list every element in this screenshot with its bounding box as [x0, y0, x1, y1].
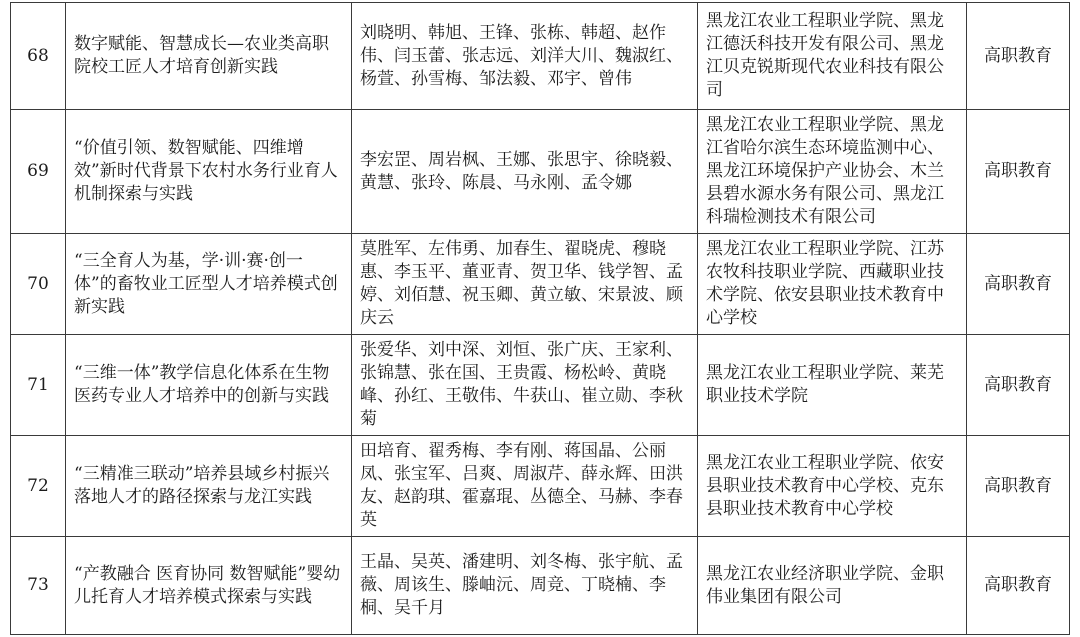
table-row [11, 335, 1070, 436]
organizations: 黑龙江农业工程职业学院、莱芜职业技术学院 [698, 335, 967, 436]
row-number: 73 [11, 537, 66, 635]
category: 高职教育 [967, 537, 1070, 635]
team-members: 张爱华、刘中深、刘恒、张广庆、王家利、张锦慧、张在国、王贵霞、杨松岭、黄晓峰、孙红、王敬伟、牛获山、崔立勋、李秋菊 [352, 335, 698, 436]
project-title: “价值引领、数智赋能、四维增效”新时代背景下农村水务行业育人机制探索与实践 [66, 110, 352, 234]
awards-table [10, 2, 1070, 635]
row-number: 70 [11, 234, 66, 335]
table-row [11, 234, 1070, 335]
team-members: 刘晓明、韩旭、王锋、张栋、韩超、赵作伟、闫玉蕾、张志远、刘洋大川、魏淑红、杨萱、孙雪梅、邹法毅、邓宇、曾伟 [352, 3, 698, 110]
project-title: “三全育人为基，学·训·赛·创一体”的畜牧业工匠型人才培养模式创新实践 [66, 234, 352, 335]
category: 高职教育 [967, 3, 1070, 110]
organizations: 黑龙江农业工程职业学院、依安县职业技术教育中心学校、克东县职业技术教育中心学校 [698, 436, 967, 537]
table-row [11, 110, 1070, 234]
row-number: 72 [11, 436, 66, 537]
category: 高职教育 [967, 110, 1070, 234]
organizations: 黑龙江农业工程职业学院、黑龙江德沃科技开发有限公司、黑龙江贝克锐斯现代农业科技有限公司 [698, 3, 967, 110]
organizations: 黑龙江农业工程职业学院、黑龙江省哈尔滨生态环境监测中心、黑龙江环境保护产业协会、木兰县碧水源水务有限公司、黑龙江科瑞检测技术有限公司 [698, 110, 967, 234]
project-title: “三维一体”教学信息化体系在生物医药专业人才培养中的创新与实践 [66, 335, 352, 436]
team-members: 王晶、吴英、潘建明、刘冬梅、张宇航、孟薇、周该生、滕岫沅、周竞、丁晓楠、李桐、吴千月 [352, 537, 698, 635]
table-row [11, 3, 1070, 110]
project-title: “三精准三联动”培养县域乡村振兴落地人才的路径探索与龙江实践 [66, 436, 352, 537]
team-members: 田培育、翟秀梅、李有刚、蒋国晶、公丽凤、张宝军、吕爽、周淑芹、薛永辉、田洪友、赵韵琪、霍嘉琨、丛德全、马赫、李春英 [352, 436, 698, 537]
table-row [11, 436, 1070, 537]
organizations: 黑龙江农业经济职业学院、金职伟业集团有限公司 [698, 537, 967, 635]
organizations: 黑龙江农业工程职业学院、江苏农牧科技职业学院、西藏职业技术学院、依安县职业技术教育中心学校 [698, 234, 967, 335]
project-title: “产教融合 医育协同 数智赋能”婴幼儿托育人才培养模式探索与实践 [66, 537, 352, 635]
row-number: 69 [11, 110, 66, 234]
category: 高职教育 [967, 436, 1070, 537]
row-number: 71 [11, 335, 66, 436]
project-title: 数字赋能、智慧成长—农业类高职院校工匠人才培育创新实践 [66, 3, 352, 110]
category: 高职教育 [967, 335, 1070, 436]
row-number: 68 [11, 3, 66, 110]
team-members: 莫胜军、左伟勇、加春生、翟晓虎、穆晓惠、李玉平、董亚青、贺卫华、钱学智、孟婷、刘佰慧、祝玉卿、黄立敏、宋景波、顾庆云 [352, 234, 698, 335]
team-members: 李宏罡、周岩枫、王娜、张思宇、徐晓毅、黄慧、张玲、陈晨、马永刚、孟令娜 [352, 110, 698, 234]
table-row [11, 537, 1070, 635]
category: 高职教育 [967, 234, 1070, 335]
